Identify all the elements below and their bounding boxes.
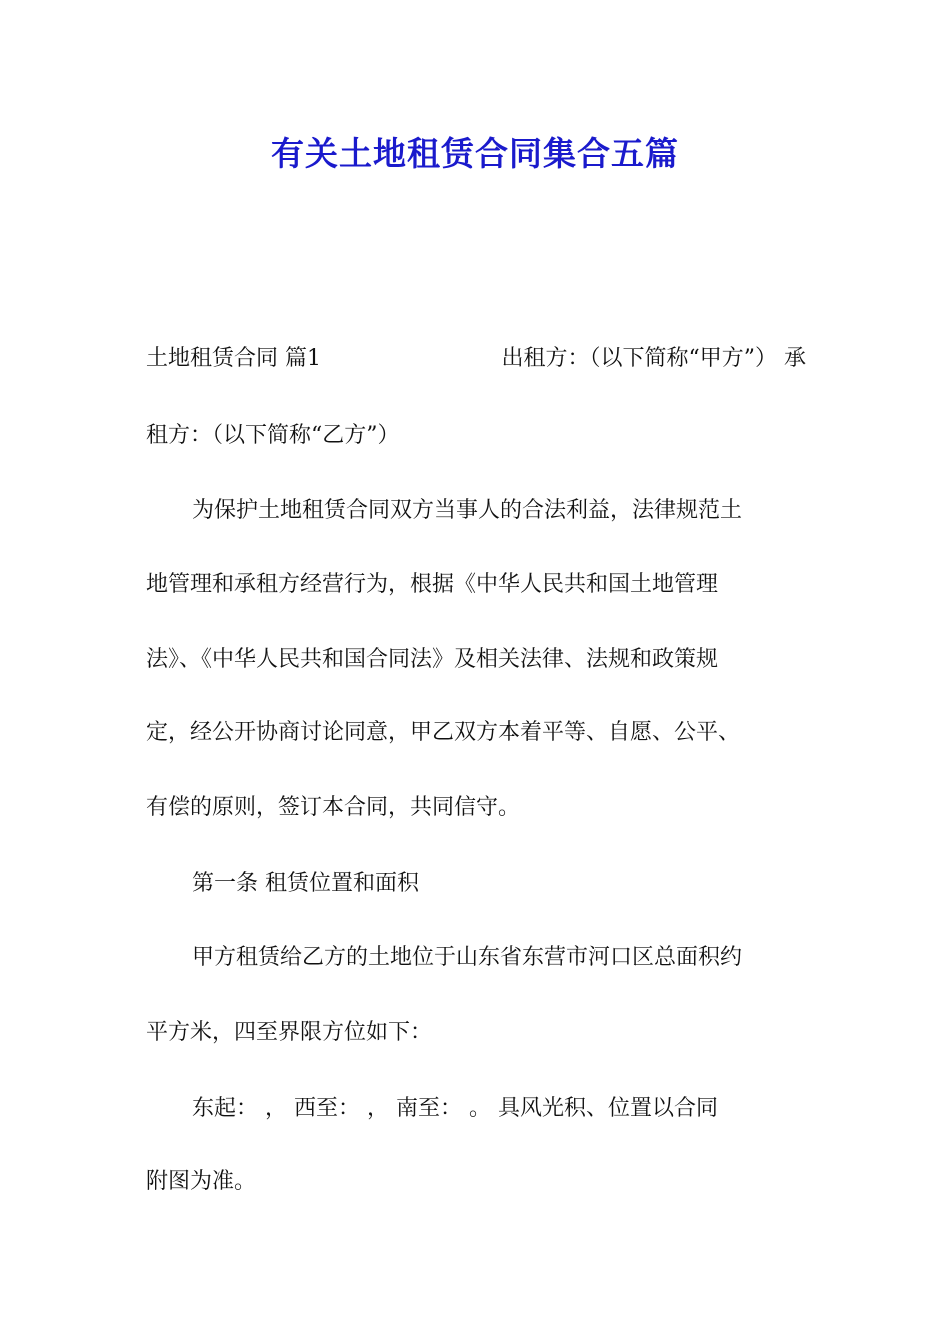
- paragraph-line: 定，经公开协商讨论同意，甲乙双方本着平等、自愿、公平、: [146, 720, 741, 745]
- document-title: 有关土地租赁合同集合五篇: [271, 134, 679, 173]
- paragraph-line: 附图为准。: [146, 1169, 257, 1194]
- paragraph-line: 有偿的原则，签订本合同，共同信守。: [146, 795, 521, 820]
- paragraph-line: 平方米，四至界限方位如下：: [146, 1020, 433, 1045]
- paragraph-line: 法》、《中华人民共和国合同法》及相关法律、法规和政策规: [146, 647, 719, 672]
- paragraph-line: 甲方租赁给乙方的土地位于山东省东营市河口区总面积约: [192, 945, 743, 970]
- paragraph-line: [146, 344, 806, 374]
- contract-heading: 土地租赁合同 篇1: [146, 346, 321, 371]
- paragraph-line: 地管理和承租方经营行为，根据《中华人民共和国土地管理: [146, 572, 719, 597]
- paragraph-line: 东起： ， 西至： ， 南至： 。 具风光积、位置以合同: [192, 1096, 718, 1121]
- paragraph-line: 租方：（以下简称“乙方”）: [146, 423, 400, 448]
- section-heading: 第一条 租赁位置和面积: [192, 871, 419, 896]
- lessor-clause: 出租方：（以下简称“甲方”） 承: [501, 346, 806, 371]
- paragraph-line: 为保护土地租赁合同双方当事人的合法利益，法律规范土: [192, 498, 743, 523]
